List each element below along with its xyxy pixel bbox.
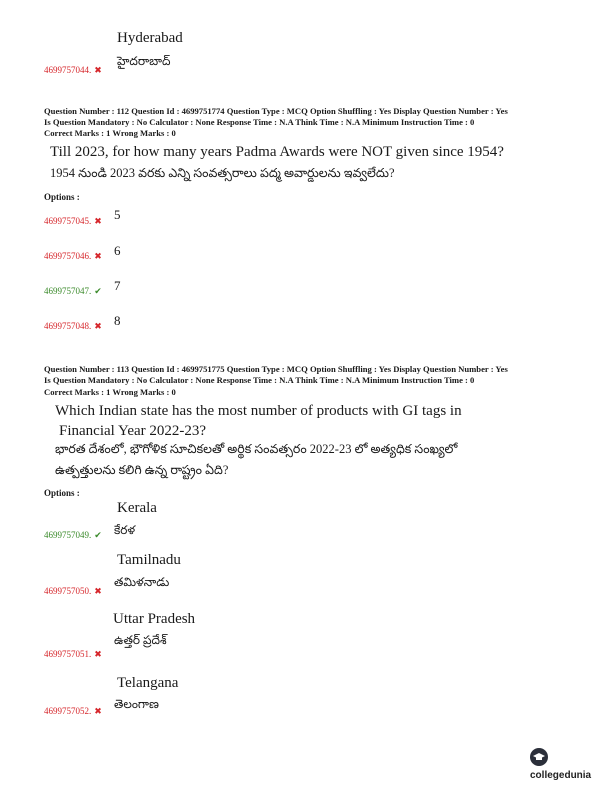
option-id-text: 4699757052. bbox=[44, 706, 92, 716]
brand-name: collegedunia bbox=[530, 770, 592, 782]
option-text-en: Uttar Pradesh bbox=[113, 611, 196, 627]
option-text-te: ఉత్తర్ ప్రదేశ్ bbox=[114, 633, 167, 647]
check-icon: ✔ bbox=[94, 286, 102, 296]
option-text-en: Kerala bbox=[117, 500, 157, 516]
option-text-en: Hyderabad bbox=[117, 30, 183, 46]
cross-icon: ✖ bbox=[94, 216, 102, 226]
option-id-text: 4699757044. bbox=[44, 65, 92, 75]
option-text-te: హైదరాబాద్ bbox=[117, 54, 171, 68]
option-id-text: 4699757049. bbox=[44, 530, 92, 540]
option-id bbox=[44, 530, 102, 541]
option-id-text: 4699757046. bbox=[44, 251, 92, 261]
option-value: 8 bbox=[114, 313, 121, 328]
option-id bbox=[44, 286, 102, 297]
cross-icon: ✖ bbox=[94, 706, 102, 716]
option-id bbox=[44, 706, 102, 717]
check-icon: ✔ bbox=[94, 530, 102, 540]
cross-icon: ✖ bbox=[94, 586, 102, 596]
option-id-text: 4699757050. bbox=[44, 586, 92, 596]
option-text-te: తమిళనాడు bbox=[114, 575, 170, 589]
cross-icon: ✖ bbox=[94, 65, 102, 75]
cross-icon: ✖ bbox=[94, 649, 102, 659]
option-id-text: 4699757045. bbox=[44, 216, 92, 226]
option-id bbox=[44, 586, 102, 597]
graduation-cap-icon bbox=[530, 748, 548, 766]
question-meta-line2: Is Question Mandatory : No Calculator : None Response Time : N.A Think Time : N.A Minimum Instruction Time : 0 bbox=[44, 375, 475, 385]
question-text-en-line2: Financial Year 2022-23? bbox=[59, 423, 207, 439]
question-text-en-line1: Which Indian state has the most number of products with GI tags in bbox=[55, 403, 462, 419]
option-text-te: తెలంగాణ bbox=[114, 697, 159, 711]
option-id-text: 4699757048. bbox=[44, 321, 92, 331]
option-value: 7 bbox=[114, 278, 121, 293]
option-text-en: Tamilnadu bbox=[117, 552, 181, 568]
brand-logo bbox=[530, 748, 606, 784]
option-value: 6 bbox=[114, 243, 121, 258]
option-id-text: 4699757051. bbox=[44, 649, 92, 659]
options-label: Options : bbox=[44, 192, 80, 202]
question-meta-line1: Question Number : 112 Question Id : 4699751774 Question Type : MCQ Option Shuffling : Yes Display Question Number : Yes bbox=[44, 106, 508, 116]
option-id bbox=[44, 216, 102, 227]
option-id-text: 4699757047. bbox=[44, 286, 92, 296]
option-text-te: కేరళ bbox=[114, 523, 136, 537]
cross-icon: ✖ bbox=[94, 321, 102, 331]
option-id bbox=[44, 321, 102, 332]
question-text-te: 1954 నుండి 2023 వరకు ఎన్ని సంవత్సరాలు పద్మ అవార్డులను ఇవ్వలేదు? bbox=[50, 166, 395, 180]
question-meta-line2: Is Question Mandatory : No Calculator : None Response Time : N.A Think Time : N.A Minimum Instruction Time : 0 bbox=[44, 117, 475, 127]
question-text-te-line2: ఉత్పత్తులను కలిగి ఉన్న రాష్ట్రం ఏది? bbox=[55, 463, 229, 477]
question-marks: Correct Marks : 1 Wrong Marks : 0 bbox=[44, 128, 176, 138]
question-text-en: Till 2023, for how many years Padma Awards were NOT given since 1954? bbox=[50, 144, 504, 160]
options-label: Options : bbox=[44, 488, 80, 498]
option-value: 5 bbox=[114, 207, 121, 222]
question-meta-line1: Question Number : 113 Question Id : 4699751775 Question Type : MCQ Option Shuffling : Yes Display Question Number : Yes bbox=[44, 364, 508, 374]
option-text-en: Telangana bbox=[117, 675, 179, 691]
option-id bbox=[44, 649, 102, 660]
cross-icon: ✖ bbox=[94, 251, 102, 261]
question-text-te-line1: భారత దేశంలో, భౌగోళిక సూచికలతో అర్థిక సంవత్సరం 2022-23 లో అత్యధిక సంఖ్యలో bbox=[55, 442, 458, 456]
option-id bbox=[44, 65, 102, 76]
question-marks: Correct Marks : 1 Wrong Marks : 0 bbox=[44, 387, 176, 397]
option-id bbox=[44, 251, 102, 262]
